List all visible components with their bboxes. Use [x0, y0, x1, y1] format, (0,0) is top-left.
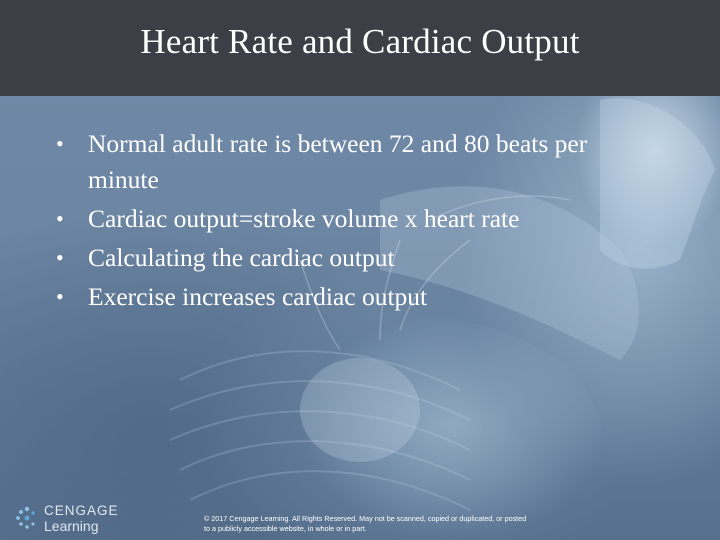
cengage-logo [14, 501, 134, 535]
bullet-marker: • [56, 206, 64, 231]
bullet-item [56, 279, 656, 315]
bullet-item [56, 201, 656, 237]
bullet-text: Exercise increases cardiac output [88, 282, 428, 311]
title-bar [0, 0, 720, 96]
bullet-marker: • [56, 245, 64, 270]
bullet-marker: • [56, 284, 64, 309]
bullet-text: Normal adult rate is between 72 and 80 beats per minute [88, 129, 588, 194]
bullet-item [56, 126, 656, 198]
bullet-list [56, 126, 656, 318]
bullet-marker: • [56, 131, 64, 156]
slide-title: Heart Rate and Cardiac Output [140, 21, 580, 61]
copyright-notice: © 2017 Cengage Learning. All Rights Reserved. May not be scanned, copied or duplicated, or posted to a publicly accessible website, in whole or in part. [204, 514, 527, 533]
cengage-logo-icon [14, 505, 40, 531]
logo-wordmark-cengage: CENGAGE [44, 503, 119, 518]
bullet-text: Calculating the cardiac output [88, 243, 395, 272]
logo-wordmark-learning: Learning [44, 518, 99, 534]
bullet-item [56, 240, 656, 276]
bullet-text: Cardiac output=stroke volume x heart rate [88, 204, 520, 233]
